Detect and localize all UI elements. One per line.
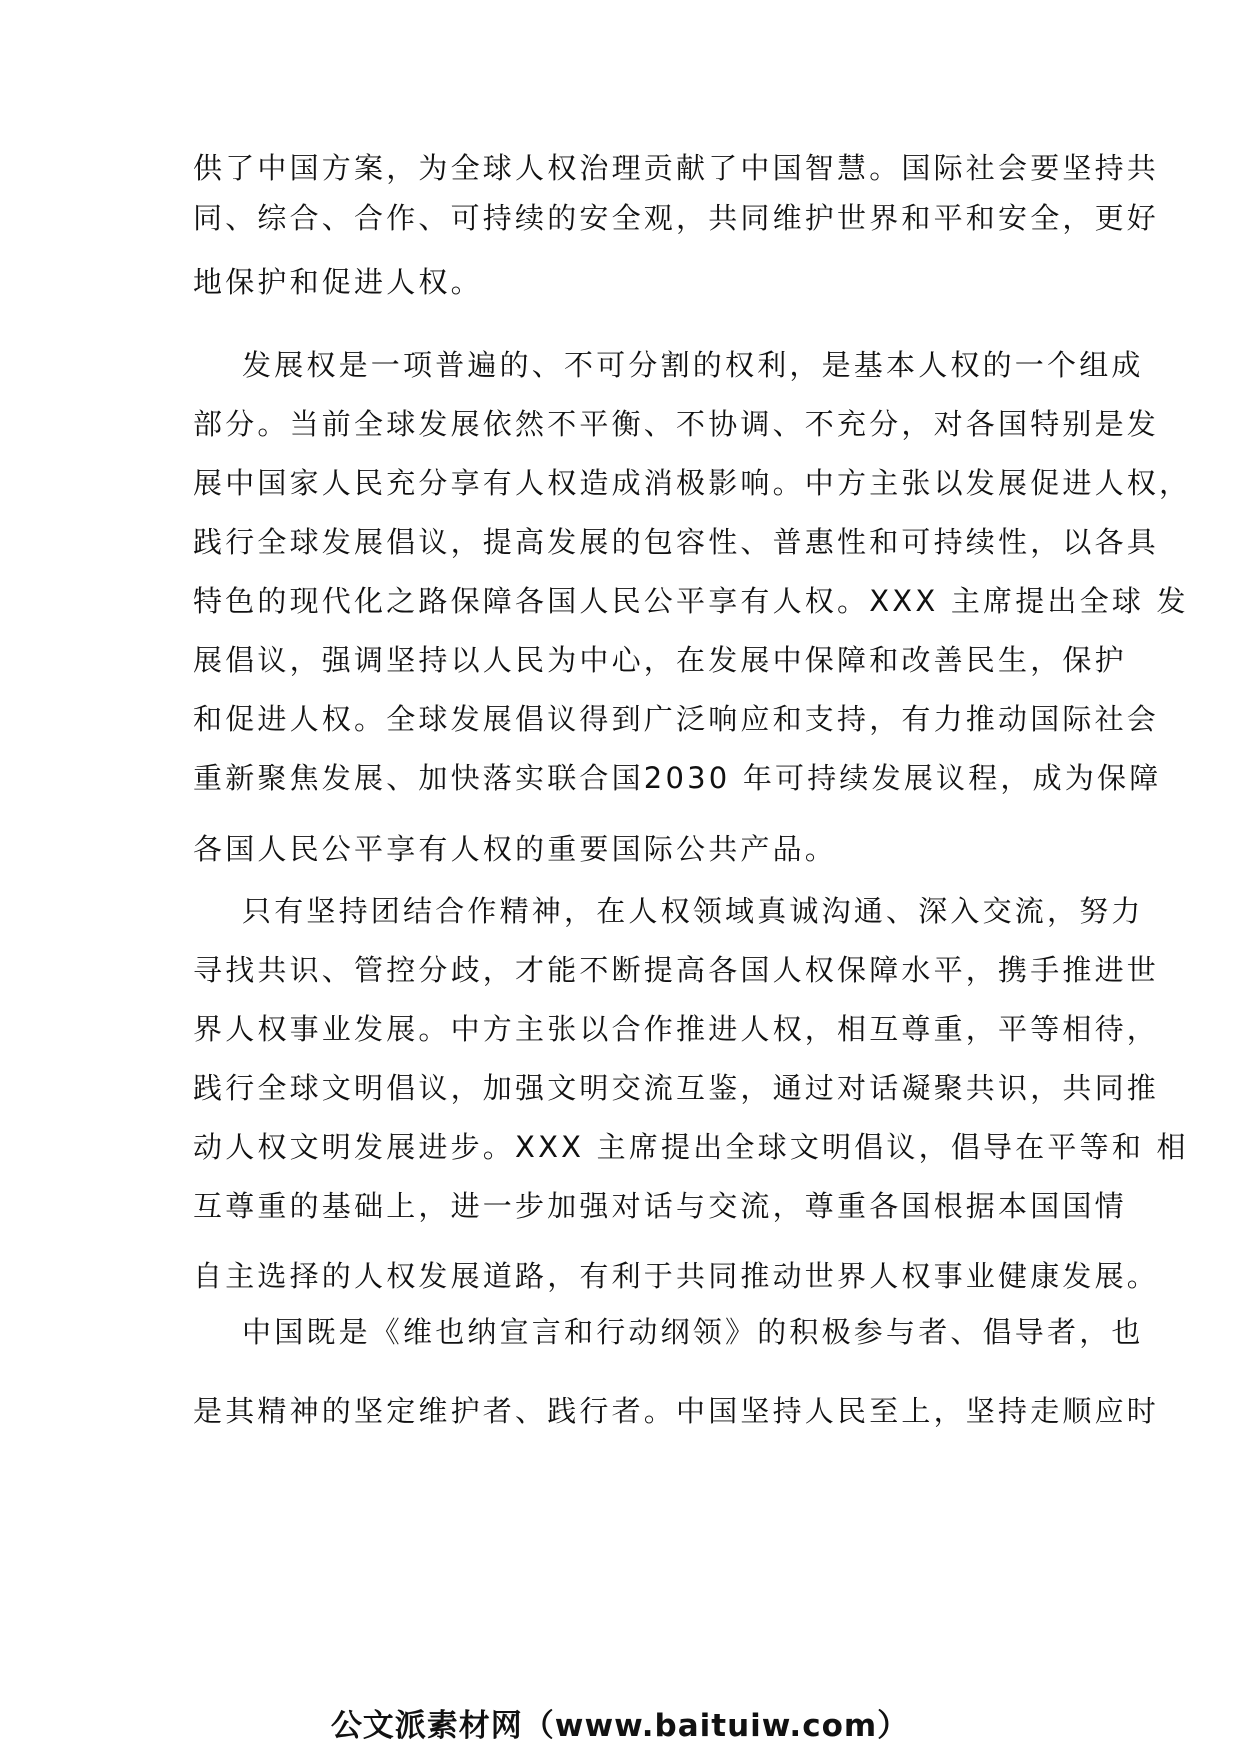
- text-line: 是其精神的坚定维护者、践行者。中国坚持人民至上，坚持走顺应时: [193, 1394, 1160, 1428]
- text-line: 同、综合、合作、可持续的安全观，共同维护世界和平和安全，更好: [193, 201, 1160, 235]
- text-line: 界人权事业发展。中方主张以合作推进人权，相互尊重，平等相待，: [193, 1012, 1160, 1046]
- paragraph-start-line: 中国既是《维也纳宣言和行动纲领》的积极参与者、倡导者，也: [242, 1315, 1144, 1349]
- paragraph-start-line: 只有坚持团结合作精神，在人权领域真诚沟通、深入交流，努力: [242, 894, 1144, 928]
- text-line: 展中国家人民充分享有人权造成消极影响。中方主张以发展促进人权，: [193, 466, 1192, 500]
- text-line: 重新聚焦发展、加快落实联合国2030 年可持续发展议程，成为保障: [193, 761, 1162, 795]
- text-line: 和促进人权。全球发展倡议得到广泛响应和支持，有力推动国际社会: [193, 702, 1160, 736]
- text-line: 互尊重的基础上，进一步加强对话与交流，尊重各国根据本国国情: [193, 1189, 1127, 1223]
- text-line: 部分。当前全球发展依然不平衡、不协调、不充分，对各国特别是发: [193, 407, 1160, 441]
- text-line: 自主选择的人权发展道路，有利于共同推动世界人权事业健康发展。: [193, 1259, 1160, 1293]
- text-line: 展倡议，强调坚持以人民为中心，在发展中保障和改善民生，保护: [193, 643, 1127, 677]
- text-line: 地保护和促进人权。: [193, 265, 483, 299]
- text-line: 特色的现代化之路保障各国人民公平享有人权。XXX 主席提出全球 发: [193, 584, 1189, 618]
- text-line: 动人权文明发展进步。XXX 主席提出全球文明倡议，倡导在平等和 相: [193, 1130, 1189, 1164]
- footer-watermark: 公文派素材网（www.baituiw.com）: [330, 1708, 910, 1744]
- text-line: 供了中国方案，为全球人权治理贡献了中国智慧。国际社会要坚持共: [193, 151, 1160, 185]
- text-line: 寻找共识、管控分歧，才能不断提高各国人权保障水平，携手推进世: [193, 953, 1160, 987]
- text-line: 践行全球发展倡议，提高发展的包容性、普惠性和可持续性，以各具: [193, 525, 1160, 559]
- paragraph-start-line: 发展权是一项普遍的、不可分割的权利，是基本人权的一个组成: [242, 348, 1144, 382]
- text-line: 践行全球文明倡议，加强文明交流互鉴，通过对话凝聚共识，共同推: [193, 1071, 1160, 1105]
- text-line: 各国人民公平享有人权的重要国际公共产品。: [193, 832, 838, 866]
